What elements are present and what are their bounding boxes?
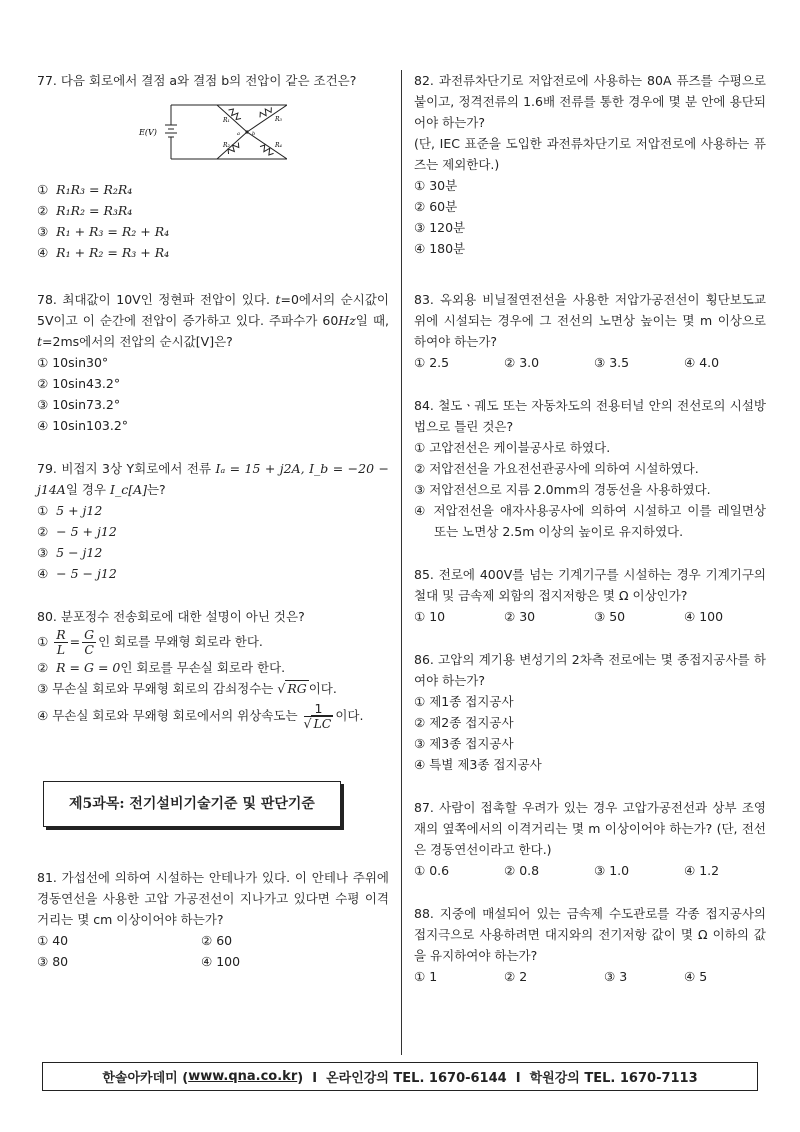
- option: ② R₁R₂ = R₃R₄: [37, 203, 133, 218]
- section-title: 제5과목: 전기설비기술기준 및 판단기준: [69, 795, 315, 812]
- option: ④ R₁ + R₂ = R₃ + R₄: [37, 245, 170, 260]
- question-88: [414, 903, 766, 987]
- question-77-stem: 77. 다음 회로에서 결점 a와 결점 b의 전압이 같은 조건은?: [37, 73, 357, 88]
- question-79: [37, 458, 389, 584]
- option: ④ 무손실 회로와 무왜형 회로에서의 위상속도는 $\frac{1}{√ LC}$ 이다.: [37, 701, 364, 731]
- node-b-label: b: [252, 131, 256, 137]
- question-85: [414, 564, 766, 627]
- question-87-stem: 87. 사람이 접촉할 우려가 있는 경우 고압가공전선과 상부 조영재의 옆쪽에서의 이격거리는 몇 m 이상이어야 하는가? (단, 전선은 경동연선이라고 한다.): [414, 800, 766, 857]
- option: ③ 5 − j12: [37, 545, 103, 560]
- option: ② 2: [504, 969, 528, 984]
- option: ④ 저압전선을 애자사용공사에 의하여 시설하고 이를 레일면상 또는 노면상 2.5m 이상의 높이로 유지하였다.: [414, 503, 766, 539]
- option: ④ 180분: [414, 241, 466, 256]
- footer-url-link[interactable]: www.qna.co.kr: [188, 1069, 298, 1084]
- question-78: [37, 289, 389, 436]
- bridge-circuit-diagram: [137, 95, 287, 169]
- option: ① R₁R₃ = R₂R₄: [37, 182, 133, 197]
- question-81-stem: 81. 가섭선에 의하여 시설하는 안테나가 있다. 이 안테나 주위에 경동연선을 사용한 고압 가공전선이 지나가고 있다면 수평 이격거리는 몇 cm 이상이어야 하는가?: [37, 870, 389, 927]
- r3-label: R₃: [275, 116, 282, 123]
- option: ① $\frac{R}{L}$ = $\frac{G}{C}$ 인 회로를 무왜형 회로라 한다.: [37, 627, 263, 657]
- question-84-stem: 84. 철도ㆍ궤도 또는 자동차도의 전용터널 안의 전선로의 시설방법으로 틀린 것은?: [414, 398, 766, 434]
- option: ③ 1.0: [594, 863, 630, 878]
- option: ③ 무손실 회로와 무왜형 회로의 감쇠정수는 √ RG 이다.: [37, 681, 337, 696]
- fraction-g-over-c: $\frac{G}{C}$: [84, 627, 95, 657]
- option: ③ R₁ + R₃ = R₂ + R₄: [37, 224, 170, 239]
- option: ① 고압전선은 케이블공사로 하였다.: [414, 440, 611, 455]
- option: ② R = G = 0인 회로를 무손실 회로라 한다.: [37, 660, 286, 675]
- footer-academy-name: 한솔아카데미 (: [102, 1071, 189, 1086]
- question-83: [414, 289, 766, 373]
- option: ② − 5 + j12: [37, 524, 117, 539]
- option: ④ 4.0: [684, 355, 720, 370]
- option: ③ 3.5: [594, 355, 630, 370]
- option: ③ 10sin73.2°: [37, 397, 121, 412]
- question-82: [414, 70, 766, 259]
- question-82-note: (단, IEC 표준을 도입한 과전류차단기로 저압전로에 사용하는 퓨즈는 제외한다.): [414, 136, 766, 172]
- option: ① 30분: [414, 178, 458, 193]
- node-a-label: a: [237, 131, 240, 137]
- right-column: [414, 70, 766, 1009]
- option: ② 0.8: [504, 863, 540, 878]
- fraction-one-over-sqrt-lc: $\frac{1}{√ LC}$: [303, 701, 332, 731]
- column-divider: [401, 70, 402, 1055]
- question-81: [37, 867, 389, 972]
- question-80: [37, 606, 389, 733]
- footer-contact: ) I 온라인강의 TEL. 1670-6144 I 학원강의 TEL. 1670-7113: [297, 1071, 698, 1086]
- option: ① 40: [37, 933, 69, 948]
- option: ④ 100: [201, 954, 241, 969]
- r1-label: R₁: [223, 117, 230, 124]
- r2-label: R₂: [223, 142, 230, 149]
- option: ① 2.5: [414, 355, 450, 370]
- r4-label: R₄: [275, 142, 282, 149]
- option-row: [414, 966, 766, 987]
- source-label: E(V): [139, 128, 157, 137]
- question-84: [414, 395, 766, 542]
- option: ① 10: [414, 609, 446, 624]
- question-86-stem: 86. 고압의 계기용 변성기의 2차측 전로에는 몇 종접지공사를 하여야 하는가?: [414, 652, 766, 688]
- option: ② 30: [504, 609, 536, 624]
- left-column: [37, 70, 389, 994]
- option: ② 저압전선을 가요전선관공사에 의하여 시설하였다.: [414, 461, 699, 476]
- option: ④ − 5 − j12: [37, 566, 117, 581]
- option: ① 5 + j12: [37, 503, 103, 518]
- option: ① 제1종 접지공사: [414, 694, 514, 709]
- option: ④ 10sin103.2°: [37, 418, 129, 433]
- option: ① 0.6: [414, 863, 450, 878]
- question-86: [414, 649, 766, 775]
- option: ① 1: [414, 969, 438, 984]
- option: ③ 50: [594, 609, 626, 624]
- option: ③ 80: [37, 954, 69, 969]
- question-85-stem: 85. 전로에 400V를 넘는 기계기구를 시설하는 경우 기계기구의 철대 및 금속제 외함의 접지저항은 몇 Ω 이상인가?: [414, 567, 766, 603]
- fraction-r-over-l: $\frac{R}{L}$: [56, 627, 66, 657]
- page-footer: [42, 1062, 758, 1091]
- question-77: [37, 70, 389, 263]
- sqrt-rg: √ RG: [277, 681, 307, 696]
- option: ③ 3: [604, 969, 628, 984]
- option: ③ 저압전선으로 지름 2.0mm의 경동선을 사용하였다.: [414, 482, 711, 497]
- question-80-stem: 80. 분포정수 전송회로에 대한 설명이 아닌 것은?: [37, 609, 305, 624]
- option-row: [414, 352, 766, 373]
- option: ② 60: [201, 933, 233, 948]
- option: ③ 제3종 접지공사: [414, 736, 514, 751]
- question-82-stem: 82. 과전류차단기로 저압전로에 사용하는 80A 퓨즈를 수평으로 붙이고, 정격전류의 1.6배 전류를 통한 경우에 몇 분 안에 용단되어야 하는가?: [414, 73, 766, 130]
- option: ④ 특별 제3종 접지공사: [414, 757, 542, 772]
- question-78-stem: 78. 최대값이 10V인 정현파 전압이 있다. t=0에서의 순시값이 5V이고 이 순간에 전압이 증가하고 있다. 주파수가 60Hz일 때, t=2ms에서의 전압의 순시값[V]은?: [37, 292, 389, 349]
- option: ③ 120분: [414, 220, 466, 235]
- option-row: [37, 930, 389, 951]
- option: ② 60분: [414, 199, 458, 214]
- question-79-stem: 79. 비접지 3상 Y회로에서 전류 Iₐ = 15 + j2A, I_b = −20 − j14A일 경우 I_c[A]는?: [37, 461, 389, 497]
- section-title-box: [43, 781, 341, 827]
- option: ② 10sin43.2°: [37, 376, 121, 391]
- option: ① 10sin30°: [37, 355, 109, 370]
- question-87: [414, 797, 766, 881]
- option: ④ 5: [684, 969, 708, 984]
- question-83-stem: 83. 옥외용 비닐절연전선을 사용한 저압가공전선이 횡단보도교 위에 시설되는 경우에 그 전선의 노면상 높이는 몇 m 이상으로 하여야 하는가?: [414, 292, 766, 349]
- option: ② 3.0: [504, 355, 540, 370]
- option-row: [37, 951, 389, 972]
- option: ④ 100: [684, 609, 724, 624]
- option: ② 제2종 접지공사: [414, 715, 514, 730]
- option-row: [414, 606, 766, 627]
- question-77-options: [37, 179, 389, 263]
- option-row: [414, 860, 766, 881]
- question-88-stem: 88. 지중에 매설되어 있는 금속제 수도관로를 각종 접지공사의 접지극으로 사용하려면 대지와의 전기저항 값이 몇 Ω 이하의 값을 유지하여야 하는가?: [414, 906, 766, 963]
- option: ④ 1.2: [684, 863, 720, 878]
